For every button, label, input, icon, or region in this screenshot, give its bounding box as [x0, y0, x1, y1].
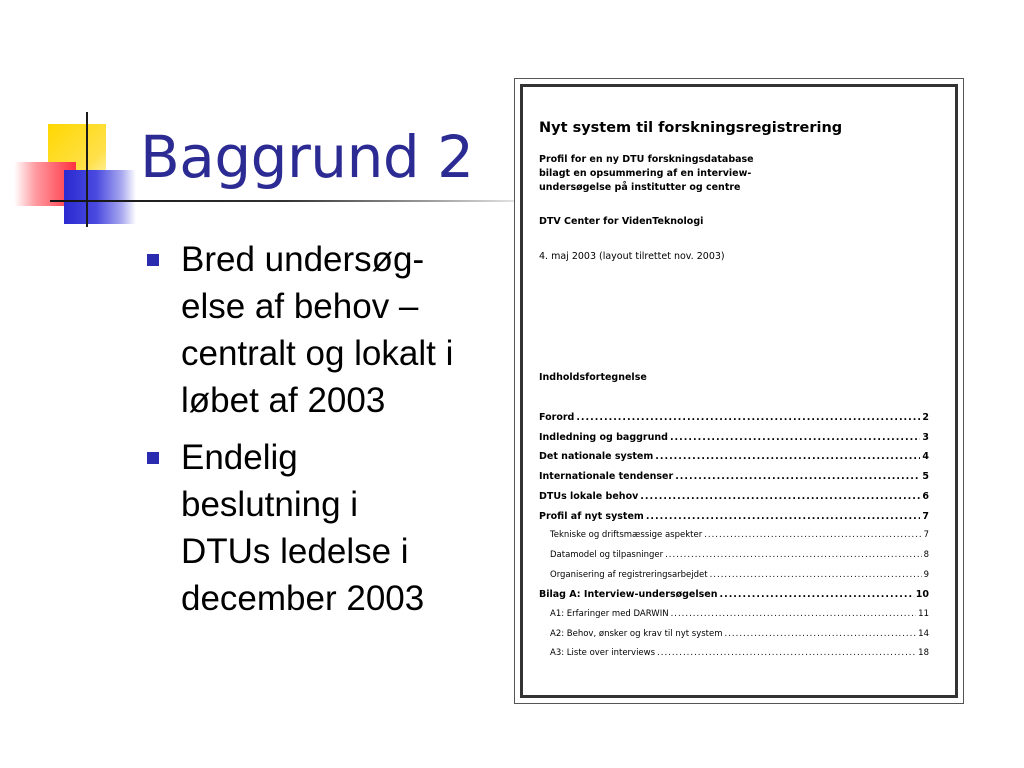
toc-entry-page: 10	[915, 589, 929, 601]
toc-entry-page: 18	[918, 648, 929, 659]
toc-entry-page: 3	[922, 431, 929, 443]
toc-leader-dots	[670, 428, 920, 448]
toc-leader-dots	[675, 467, 920, 487]
toc-entry-page: 9	[923, 569, 929, 580]
toc-leader-dots	[657, 644, 916, 664]
toc-entry-label: Organisering af registreringsarbejdet	[550, 569, 708, 580]
toc-entry-label: A3: Liste over interviews	[550, 648, 656, 659]
toc-entry-label: Indledning og baggrund	[539, 431, 668, 443]
toc-entry	[539, 566, 929, 586]
toc-entry	[539, 644, 929, 664]
toc-entry-label: A1: Erfaringer med DARWIN	[550, 609, 669, 620]
document-subtitle: Profil for en ny DTU forskningsdatabase bilagt en opsummering af en interview- undersøgelse på institutter og centre	[539, 154, 754, 193]
document-date: 4. maj 2003 (layout tilrettet nov. 2003)	[539, 251, 725, 262]
toc-entry-page: 6	[922, 490, 929, 502]
toc-entry-label: Bilag A: Interview-undersøgelsen	[539, 589, 718, 601]
toc-entry-label: Internationale tendenser	[539, 471, 674, 483]
toc-entry-page: 7	[922, 510, 929, 522]
toc-leader-dots	[719, 585, 913, 605]
toc-leader-dots	[671, 605, 917, 625]
bullet-item	[145, 434, 515, 622]
toc-entry-page: 2	[922, 412, 929, 423]
toc-entry	[539, 507, 929, 527]
toc-entry	[539, 585, 929, 605]
toc-entry	[539, 605, 929, 625]
toc-entry-label: Det nationale system	[539, 451, 654, 463]
toc-leader-dots	[576, 408, 920, 428]
toc-entry-page: 7	[923, 530, 929, 541]
toc-entry-label: Forord	[539, 412, 575, 423]
bullet-text: Bred undersøg- else af behov – centralt og lokalt i løbet af 2003	[181, 240, 454, 420]
title-underline	[50, 200, 520, 202]
document-organization: DTV Center for VidenTeknologi	[539, 216, 704, 227]
toc-leader-dots	[710, 566, 922, 586]
document-image	[514, 78, 964, 704]
bullet-list	[145, 236, 515, 632]
toc-entry-page: 8	[923, 549, 929, 560]
bullet-square-icon	[147, 452, 159, 464]
document-content	[539, 119, 929, 664]
toc-entry	[539, 546, 929, 566]
toc-entry	[539, 625, 929, 645]
toc-entry	[539, 526, 929, 546]
logo-vertical-line	[86, 112, 88, 227]
toc-leader-dots	[640, 487, 920, 507]
toc-entry	[539, 447, 929, 467]
toc-entry	[539, 487, 929, 507]
toc-heading: Indholdsfortegnelse	[539, 372, 647, 383]
toc-leader-dots	[646, 507, 921, 527]
toc-entry-label: DTUs lokale behov	[539, 490, 639, 502]
slide-title: Baggrund 2	[140, 123, 474, 191]
document-title: Nyt system til forskningsregistrering	[539, 120, 843, 136]
toc-entry	[539, 408, 929, 428]
toc-entry-page: 14	[918, 628, 929, 639]
bullet-square-icon	[147, 254, 159, 266]
toc-entry-label: Profil af nyt system	[539, 510, 644, 522]
toc-entry-page: 5	[922, 471, 929, 483]
toc-entry	[539, 467, 929, 487]
logo-blue-square	[64, 170, 136, 224]
toc-entry-label: Datamodel og tilpasninger	[550, 549, 664, 560]
toc-entry	[539, 428, 929, 448]
table-of-contents	[539, 408, 929, 664]
toc-leader-dots	[655, 447, 920, 467]
toc-leader-dots	[704, 526, 921, 546]
toc-leader-dots	[665, 546, 921, 566]
bullet-item	[145, 236, 515, 424]
toc-entry-label: Tekniske og driftsmæssige aspekter	[550, 530, 703, 541]
bullet-text: Endelig beslutning i DTUs ledelse i december 2003	[181, 438, 425, 618]
toc-entry-page: 11	[918, 609, 929, 620]
toc-entry-page: 4	[922, 451, 929, 463]
toc-entry-label: A2: Behov, ønsker og krav til nyt system	[550, 628, 723, 639]
toc-leader-dots	[725, 625, 917, 645]
